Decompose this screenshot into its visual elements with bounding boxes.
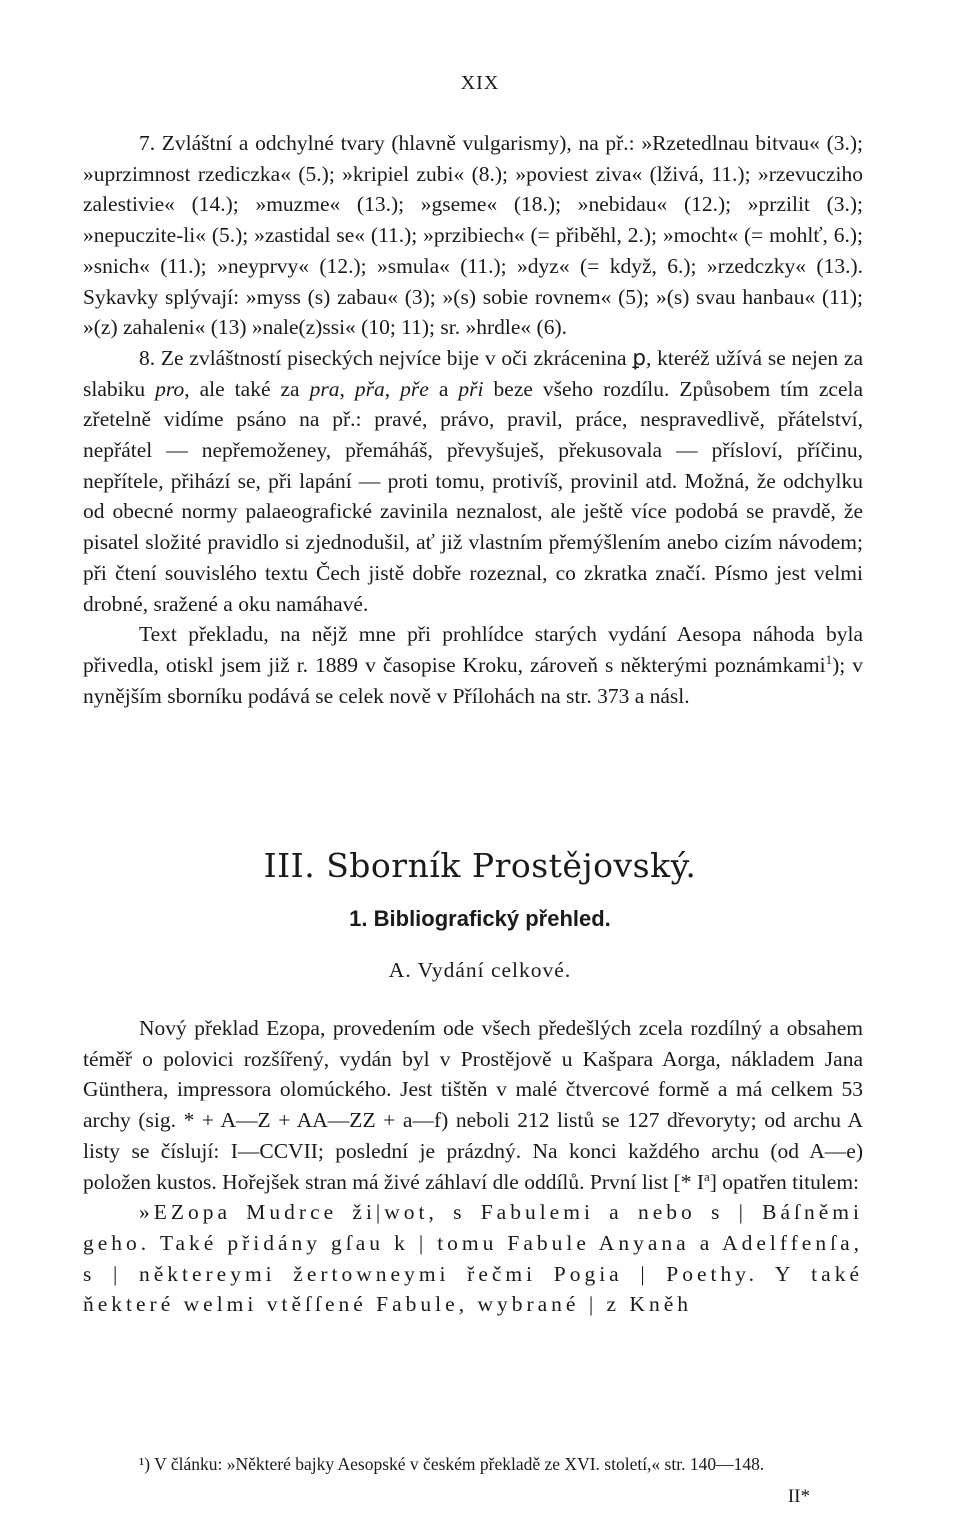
footnote-rule [83,1443,863,1445]
section-heading: 1. Bibliografický přehled. [349,906,611,931]
page-number: XIX [460,72,500,94]
part-heading: III. Sborník Prostějovský. [263,846,697,885]
signature-mark: II* [787,1486,810,1507]
italic-pri: při [458,376,484,401]
footnote [83,1452,863,1477]
italic-pre: pře [400,376,429,401]
title-quote: »EZopa Mudrce ži|wot, s Fabulemi a nebo s | Báſněmi geho. Také přidány gſau k | tomu Fabule Anyana a Adelffenſa, s | některeymi žertowneymi řečmi Pogia | Poethy. Y také ňekteré welmi vtěſſené Fabule, wybrané | z Kněh [83,1200,863,1317]
paragraph-7: 7. Zvláštní a odchylné tvary (hlavně vulgarismy), na př.: »Rzetedlnau bitvau« (3.); »uprzimnost rzediczka« (5.); »kripiel zubi« (8.); »poviest ziva« (lživá, 11.); »rzevucziho zalestivie« (14.); »muzme« (13.); »gseme« (18.); »nebidau« (12.); »przilit (3.); »nepuczite-li« (5.); »zastidal se« (11.); »przibiech« (= přiběhl, 2.); »mocht« (= mohlť, 6.); »snich« (11.); »neyprvy« (12.); »smula« (11.); »dyz« (= když, 6.); »rzedczky« (13.). Sykavky splývají: »myss (s) zabau« (3); »(s) sobie rovnem« (5); »(s) svau hanbau« (11); »(z) zahaleni« (13) »nale(z)ssi« (10; 11); sr. »hrdle« (6). [83,131,863,340]
italic-pro: pro [155,376,185,401]
paragraph-8: 8. Ze zvláštností piseckých nejvíce bije v oči zkrácenina ꝑ, kteréž užívá se nejen za slabiku pro, ale také za pra, přa, pře a při beze všeho rozdílu. Způsobem tím zcela zřetelně vidíme psáno na př.: pravé, právo, pravil, práce, nespravedlivě, přátelství, nepřátel — nepřemoženey, přemáháš, převyšuješ, překusovala — přísloví, příčinu, nepřítele, přihází se, při lapání — proti tomu, protivíš, provinil atd. Možná, že odchylku od obecné normy palaeografické zavinila neznalost, ale ještě více podobá se pravdě, že pisatel složité pravidlo si zjednodušil, ať již vlastním přemýšlením anebo cizím návodem; při čtení souvislého textu Čech jistě dobře rozeznal, co zkratka značí. Písmo jest velmi drobné, sražené a oku namáhavé. [83,345,864,616]
footnote-ref: 1 [825,651,833,667]
superscript-a: a [703,1168,710,1184]
body-text-bottom [83,1013,863,1320]
italic-pra: pra [309,376,340,401]
body-text-top [83,128,863,711]
subsection-heading: A. Vydání celkové. [388,958,572,982]
footnote-text: ¹) V článku: »Některé bajky Aesopské v českém překladě ze XVI. století,« str. 140—148. [139,1454,765,1474]
italic-pra2: přa [354,376,385,401]
paragraph-text: Text překladu, na nějž mne při prohlídce starých vydání Aesopa náhoda byla přivedla, otiskl jsem již r. 1889 v časopise Kroku, zároveň s některými poznámkami$^1$); v nynějším sborníku podává se celek nově v Přílohách na str. 373 a násl. [83,622,863,708]
paragraph-novy: Nový překlad Ezopa, provedením ode všech předešlých zcela rozdílný a obsahem téměř o polovici rozšířený, vydán byl v Prostějově u Kašpara Aorga, nákladem Jana Günthera, impressora olomúckého. Jest tištěn v malé čtvercové formě a má celkem 53 archy (sig. * + A—Z + AA—ZZ + a—f) neboli 212 listů se 127 dřevoryty; od archu A listy se číslují: I—CCVII; poslední je prázdný. Na konci každého archu (od A—e) položen kustos. Hořejšek stran má živé záhlaví dle oddílů. První list [* $I^a$] opatřen titulem: [83,1016,863,1194]
